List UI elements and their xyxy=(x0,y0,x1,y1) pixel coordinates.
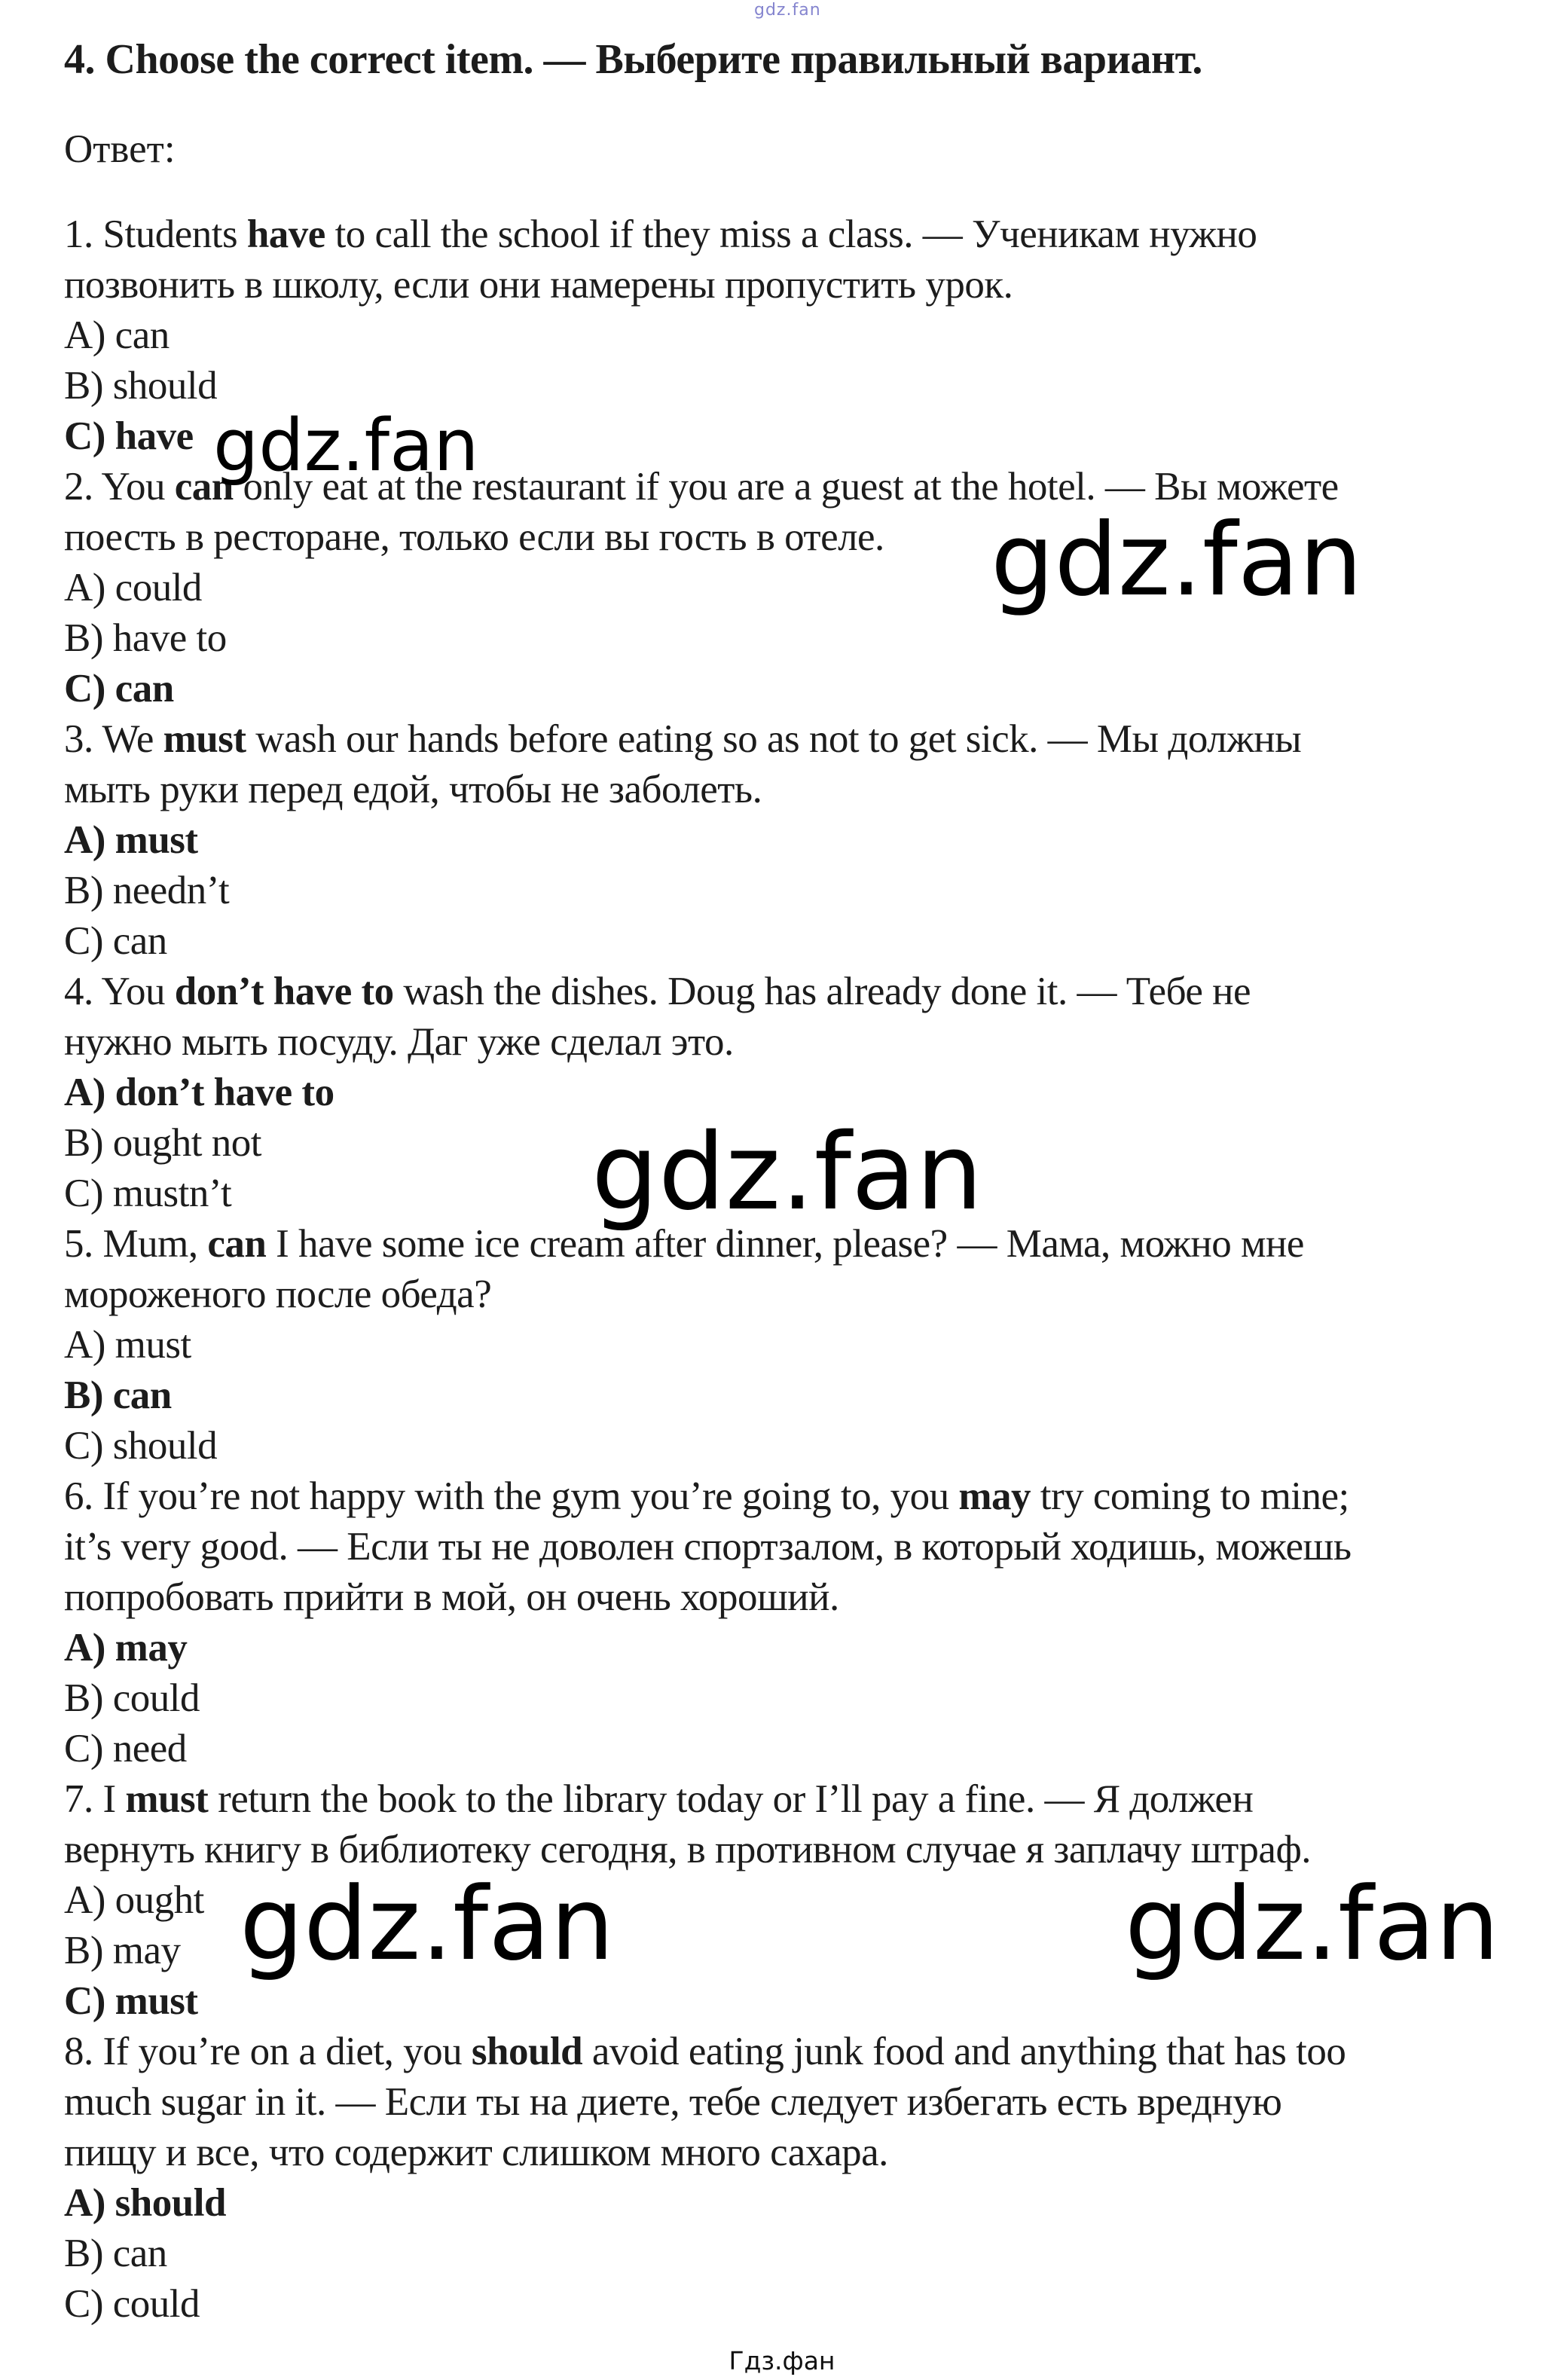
text: only eat at the restaurant if you are a guest at the hotel. — Вы можете xyxy=(233,465,1339,509)
option-line xyxy=(64,361,1500,411)
text: A) could xyxy=(64,566,202,610)
gdzfan-watermark: gdz.fan xyxy=(591,1111,983,1234)
text: 7. I xyxy=(64,1777,126,1821)
option-line xyxy=(64,1320,1500,1370)
bold-text: A) don’t have to xyxy=(64,1071,334,1114)
question-line xyxy=(64,2077,1500,2128)
text: 3. We xyxy=(64,717,163,761)
text: wash our hands before eating so as not to get sick. — Мы должны xyxy=(246,717,1302,761)
text: 6. If you’re not happy with the gym you’re going to, you xyxy=(64,1474,959,1518)
text: A) ought xyxy=(64,1878,204,1922)
text: avoid eating junk food and anything that has too xyxy=(582,2030,1346,2073)
bold-text: B) can xyxy=(64,1373,172,1417)
option-line xyxy=(64,1370,1500,1421)
text: B) should xyxy=(64,364,218,408)
bold-text: A) must xyxy=(64,818,198,862)
bold-text: A) should xyxy=(64,2181,226,2225)
text: wash the dishes. Doug has already done it. — Тебе не xyxy=(393,970,1251,1013)
text: C) need xyxy=(64,1727,187,1770)
option-line xyxy=(64,2229,1500,2279)
question-line xyxy=(64,967,1500,1017)
text: мыть руки перед едой, чтобы не заболеть. xyxy=(64,768,762,811)
text: поесть в ресторане, только если вы гость в отеле. xyxy=(64,515,884,559)
gdzfan-top-watermark: gdz.fan xyxy=(754,1,821,20)
question-line xyxy=(64,2128,1500,2178)
text: B) may xyxy=(64,1929,181,1972)
option-line xyxy=(64,2178,1500,2229)
option-line xyxy=(64,916,1500,967)
text: 1. Students xyxy=(64,212,247,256)
option-line xyxy=(64,1623,1500,1673)
option-line xyxy=(64,664,1500,714)
question-line xyxy=(64,1572,1500,1623)
text: B) have to xyxy=(64,616,227,660)
question-line xyxy=(64,1774,1500,1825)
text: мороженого после обеда? xyxy=(64,1272,492,1316)
bold-text: can xyxy=(174,465,234,509)
option-line xyxy=(64,1421,1500,1471)
bold-text: C) must xyxy=(64,1979,198,2023)
text: C) could xyxy=(64,2282,200,2326)
text: 5. Mum, xyxy=(64,1222,208,1266)
option-line xyxy=(64,2279,1500,2330)
gdzfan-watermark: gdz.fan xyxy=(1125,1865,1500,1983)
text: A) can xyxy=(64,313,170,357)
question-line xyxy=(64,765,1500,815)
option-line xyxy=(64,613,1500,664)
text: B) ought not xyxy=(64,1121,261,1165)
option-line xyxy=(64,815,1500,866)
text: B) can xyxy=(64,2232,167,2275)
question-line xyxy=(64,1522,1500,1572)
text: пищу и все, что содержит слишком много сахара. xyxy=(64,2131,888,2174)
option-line xyxy=(64,1673,1500,1724)
text: B) needn’t xyxy=(64,869,230,912)
option-line xyxy=(64,1724,1500,1774)
bold-text: must xyxy=(163,717,246,761)
text: it’s very good. — Если ты не доволен спортзалом, в который ходишь, можешь xyxy=(64,1525,1352,1569)
text: C) mustn’t xyxy=(64,1172,232,1215)
footer-watermark: Гдз.фан xyxy=(729,2346,835,2375)
exercise-title: 4. Choose the correct item. — Выберите правильный вариант. xyxy=(64,36,1202,83)
question-line xyxy=(64,260,1500,310)
question-line xyxy=(64,1269,1500,1320)
option-line xyxy=(64,1976,1500,2027)
text: 4. You xyxy=(64,970,175,1013)
text: вернуть книгу в библиотеку сегодня, в противном случае я заплачу штраф. xyxy=(64,1828,1312,1871)
gdzfan-watermark: gdz.fan xyxy=(240,1865,615,1983)
bold-text: should xyxy=(471,2030,583,2073)
bold-text: don’t have to xyxy=(174,970,394,1013)
bold-text: must xyxy=(125,1777,209,1821)
text: 2. You xyxy=(64,465,175,509)
bold-text: may xyxy=(958,1474,1031,1518)
question-line xyxy=(64,2027,1500,2077)
text: try coming to mine; xyxy=(1031,1474,1349,1518)
text: 8. If you’re on a diet, you xyxy=(64,2030,472,2073)
text: return the book to the library today or I’ll pay a fine. — Я должен xyxy=(208,1777,1254,1821)
bold-text: A) may xyxy=(64,1626,188,1670)
bold-text: C) can xyxy=(64,667,174,710)
text: C) should xyxy=(64,1424,218,1468)
gdzfan-watermark: gdz.fan xyxy=(213,405,479,487)
text: позвонить в школу, если они намерены пропустить урок. xyxy=(64,263,1013,307)
text: I have some ice cream after dinner, please? — Мама, можно мне xyxy=(266,1222,1304,1266)
bold-text: C) have xyxy=(64,414,194,458)
option-line xyxy=(64,1068,1500,1118)
question-line xyxy=(64,1471,1500,1522)
option-line xyxy=(64,866,1500,916)
answer-label: Ответ: xyxy=(64,127,176,171)
text: C) can xyxy=(64,919,167,963)
text: A) must xyxy=(64,1323,191,1367)
text: B) could xyxy=(64,1676,200,1720)
gdzfan-watermark: gdz.fan xyxy=(991,503,1363,619)
text: much sugar in it. — Если ты на диете, тебе следует избегать есть вредную xyxy=(64,2080,1282,2124)
text: нужно мыть посуду. Даг уже сделал это. xyxy=(64,1020,734,1064)
text: to call the school if they miss a class. — Ученикам нужно xyxy=(325,212,1257,256)
option-line xyxy=(64,310,1500,361)
question-line xyxy=(64,714,1500,765)
question-line xyxy=(64,1017,1500,1068)
bold-text: have xyxy=(246,212,325,256)
question-line xyxy=(64,209,1500,260)
bold-text: can xyxy=(207,1222,267,1266)
text: попробовать прийти в мой, он очень хороший. xyxy=(64,1575,839,1619)
